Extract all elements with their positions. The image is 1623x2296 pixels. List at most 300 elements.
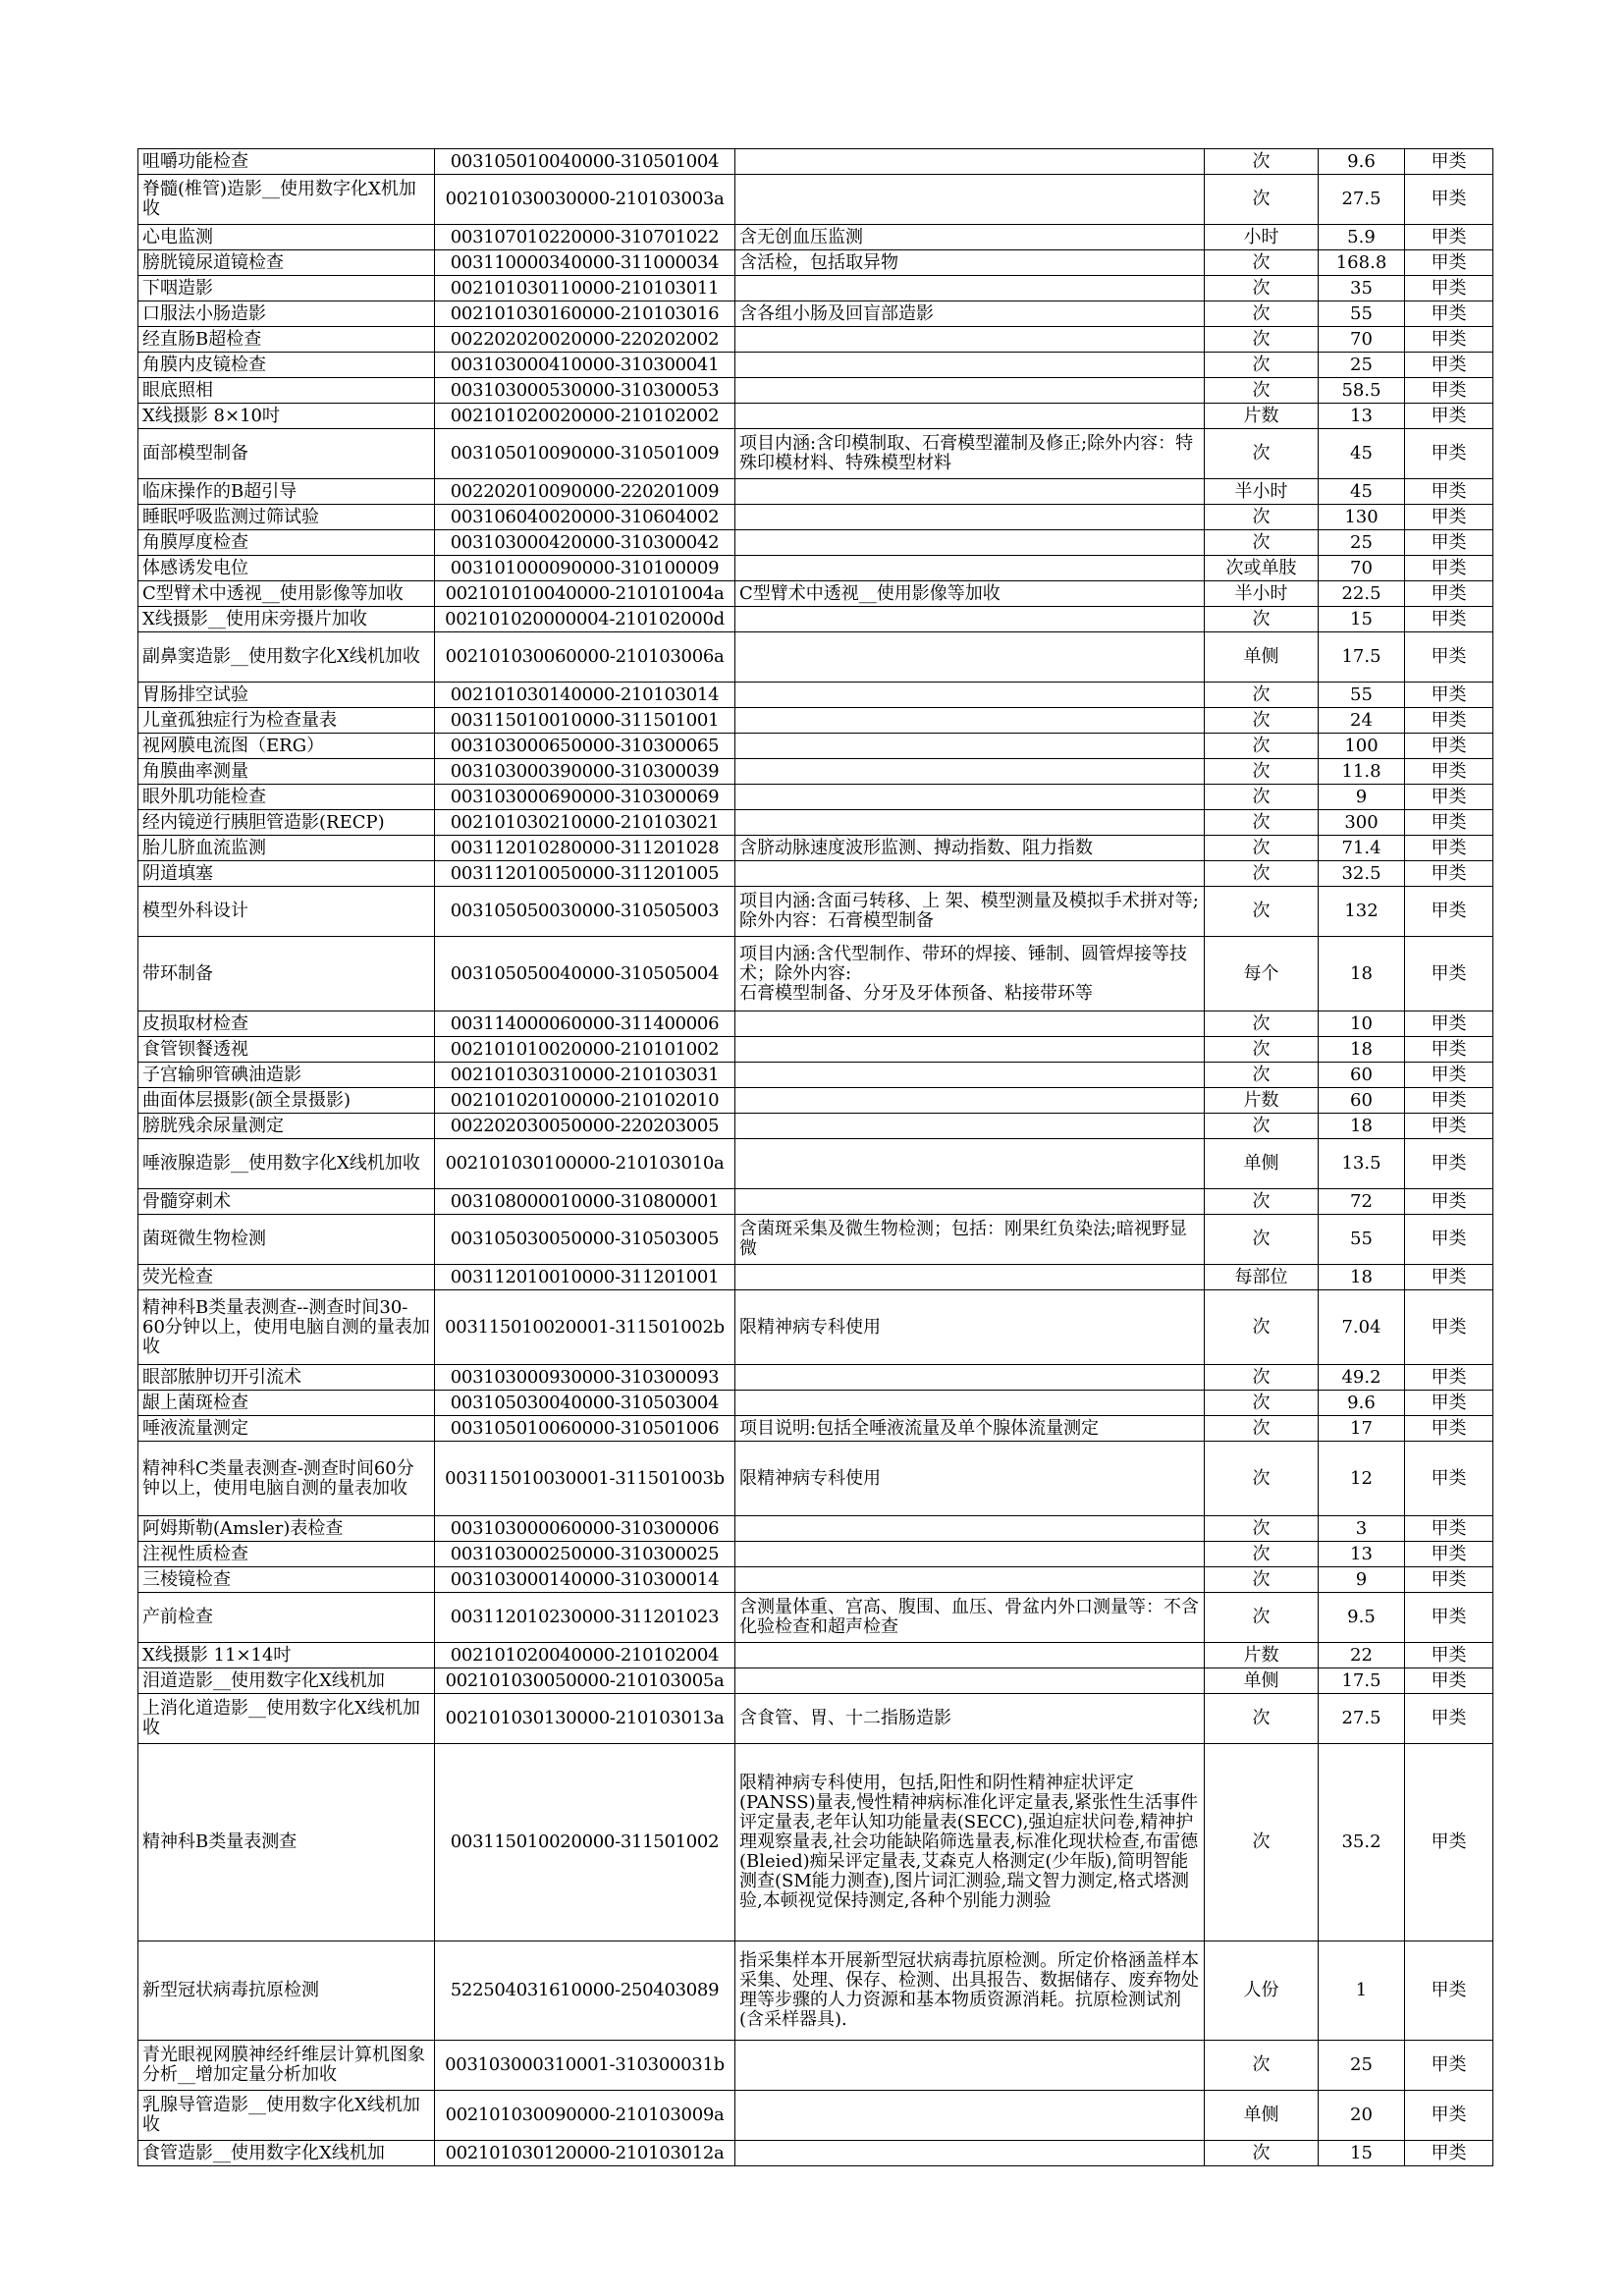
item-price-cell: 25 [1319, 530, 1405, 556]
table-row [138, 1442, 1493, 1516]
item-name-cell: 角膜曲率测量 [138, 759, 435, 785]
item-note-cell [735, 2141, 1205, 2166]
item-unit-cell: 次 [1205, 1567, 1319, 1593]
item-class-cell: 甲类 [1405, 149, 1493, 175]
item-class-cell: 甲类 [1405, 734, 1493, 759]
item-name-cell: 精神科B类量表测查--测查时间30-60分钟以上，使用电脑自测的量表加收 [138, 1290, 435, 1365]
table-row [138, 556, 1493, 581]
item-code-cell: 002101030060000-210103006a [435, 632, 735, 683]
item-class-cell: 甲类 [1405, 1694, 1493, 1744]
item-price-cell: 25 [1319, 353, 1405, 378]
item-code-cell: 002101030090000-210103009a [435, 2091, 735, 2141]
item-unit-cell: 次 [1205, 1037, 1319, 1063]
item-unit-cell: 次 [1205, 1542, 1319, 1567]
item-note-cell: 含菌斑采集及微生物检测；包括：刚果红负染法;暗视野显微 [735, 1215, 1205, 1265]
item-name-cell: 曲面体层摄影(颌全景摄影) [138, 1088, 435, 1114]
item-class-cell: 甲类 [1405, 759, 1493, 785]
item-unit-cell: 片数 [1205, 1088, 1319, 1114]
table-row [138, 1088, 1493, 1114]
item-class-cell: 甲类 [1405, 1567, 1493, 1593]
item-price-cell: 35 [1319, 276, 1405, 301]
item-code-cell: 003105010060000-310501006 [435, 1416, 735, 1442]
table-row [138, 759, 1493, 785]
item-name-cell: 龈上菌斑检查 [138, 1391, 435, 1416]
item-note-cell [735, 785, 1205, 810]
item-class-cell: 甲类 [1405, 1139, 1493, 1189]
item-name-cell: 胎儿脐血流监测 [138, 836, 435, 861]
item-name-cell: 阴道填塞 [138, 861, 435, 887]
item-name-cell: 临床操作的B超引导 [138, 479, 435, 505]
item-code-cell: 003115010020001-311501002b [435, 1290, 735, 1365]
table-row [138, 861, 1493, 887]
table-row [138, 836, 1493, 861]
item-name-cell: 模型外科设计 [138, 887, 435, 937]
item-code-cell: 003105010090000-310501009 [435, 429, 735, 479]
item-price-cell: 55 [1319, 301, 1405, 327]
item-name-cell: 子宫输卵管碘油造影 [138, 1063, 435, 1088]
item-unit-cell: 单侧 [1205, 2091, 1319, 2141]
item-price-cell: 35.2 [1319, 1744, 1405, 1941]
item-note-cell [735, 759, 1205, 785]
item-price-cell: 3 [1319, 1516, 1405, 1542]
item-code-cell: 003105010040000-310501004 [435, 149, 735, 175]
item-note-cell: C型臂术中透视__使用影像等加收 [735, 581, 1205, 607]
item-name-cell: 带环制备 [138, 937, 435, 1011]
table-row [138, 250, 1493, 276]
table-row [138, 734, 1493, 759]
item-price-cell: 18 [1319, 1037, 1405, 1063]
item-unit-cell: 次或单肢 [1205, 556, 1319, 581]
item-code-cell: 003103000420000-310300042 [435, 530, 735, 556]
item-code-cell: 002101030120000-210103012a [435, 2141, 735, 2166]
item-name-cell: 膀胱残余尿量测定 [138, 1114, 435, 1139]
item-unit-cell: 每个 [1205, 937, 1319, 1011]
item-unit-cell: 次 [1205, 276, 1319, 301]
item-class-cell: 甲类 [1405, 1265, 1493, 1290]
item-unit-cell: 次 [1205, 378, 1319, 404]
item-code-cell: 003103000650000-310300065 [435, 734, 735, 759]
item-code-cell: 002202010090000-220201009 [435, 479, 735, 505]
table-row [138, 327, 1493, 353]
item-name-cell: 经直肠B超检查 [138, 327, 435, 353]
table-row [138, 607, 1493, 632]
item-class-cell: 甲类 [1405, 1088, 1493, 1114]
item-note-cell: 含脐动脉速度波形监测、搏动指数、阻力指数 [735, 836, 1205, 861]
item-name-cell: 视网膜电流图（ERG） [138, 734, 435, 759]
item-name-cell: 面部模型制备 [138, 429, 435, 479]
item-class-cell: 甲类 [1405, 1037, 1493, 1063]
item-class-cell: 甲类 [1405, 250, 1493, 276]
table-row [138, 479, 1493, 505]
table-row [138, 2041, 1493, 2091]
item-price-cell: 17.5 [1319, 1668, 1405, 1694]
item-note-cell: 含各组小肠及回盲部造影 [735, 301, 1205, 327]
item-note-cell [735, 861, 1205, 887]
item-code-cell: 002101030160000-210103016 [435, 301, 735, 327]
item-unit-cell: 次 [1205, 1391, 1319, 1416]
item-unit-cell: 次 [1205, 505, 1319, 530]
item-note-cell [735, 734, 1205, 759]
item-unit-cell: 次 [1205, 683, 1319, 708]
item-code-cell: 002101030210000-210103021 [435, 810, 735, 836]
item-unit-cell: 次 [1205, 530, 1319, 556]
item-code-cell: 002101010020000-210101002 [435, 1037, 735, 1063]
table-row [138, 429, 1493, 479]
item-code-cell: 003103000140000-310300014 [435, 1567, 735, 1593]
item-unit-cell: 次 [1205, 1694, 1319, 1744]
item-note-cell [735, 1189, 1205, 1215]
item-price-cell: 27.5 [1319, 1694, 1405, 1744]
item-price-cell: 22.5 [1319, 581, 1405, 607]
item-unit-cell: 次 [1205, 734, 1319, 759]
item-note-cell [735, 530, 1205, 556]
item-unit-cell: 次 [1205, 1215, 1319, 1265]
item-price-cell: 58.5 [1319, 378, 1405, 404]
item-code-cell: 003103000310001-310300031b [435, 2041, 735, 2091]
item-class-cell: 甲类 [1405, 1365, 1493, 1391]
item-price-cell: 60 [1319, 1088, 1405, 1114]
item-unit-cell: 次 [1205, 708, 1319, 734]
item-note-cell [735, 327, 1205, 353]
item-unit-cell: 次 [1205, 607, 1319, 632]
item-code-cell: 003103000060000-310300006 [435, 1516, 735, 1542]
item-unit-cell: 次 [1205, 1416, 1319, 1442]
item-name-cell: 皮损取材检查 [138, 1011, 435, 1037]
item-price-cell: 130 [1319, 505, 1405, 530]
item-note-cell [735, 2091, 1205, 2141]
item-code-cell: 003103000410000-310300041 [435, 353, 735, 378]
item-code-cell: 003114000060000-311400006 [435, 1011, 735, 1037]
item-note-cell: 项目说明:包括全唾液流量及单个腺体流量测定 [735, 1416, 1205, 1442]
item-class-cell: 甲类 [1405, 175, 1493, 225]
item-price-cell: 45 [1319, 429, 1405, 479]
table-row [138, 1290, 1493, 1365]
item-note-cell [735, 479, 1205, 505]
item-class-cell: 甲类 [1405, 1063, 1493, 1088]
item-unit-cell: 次 [1205, 887, 1319, 937]
item-price-cell: 18 [1319, 1114, 1405, 1139]
item-note-cell [735, 1265, 1205, 1290]
item-note-cell [735, 708, 1205, 734]
item-code-cell: 003112010010000-311201001 [435, 1265, 735, 1290]
item-price-cell: 55 [1319, 683, 1405, 708]
item-name-cell: 泪道造影__使用数字化X线机加 [138, 1668, 435, 1694]
table-row [138, 1542, 1493, 1567]
item-name-cell: 骨髓穿刺术 [138, 1189, 435, 1215]
item-code-cell: 002202030050000-220203005 [435, 1114, 735, 1139]
item-note-cell [735, 1011, 1205, 1037]
item-note-cell [735, 1542, 1205, 1567]
item-name-cell: 膀胱镜尿道镜检查 [138, 250, 435, 276]
item-code-cell: 003103000390000-310300039 [435, 759, 735, 785]
item-code-cell: 003105030040000-310503004 [435, 1391, 735, 1416]
table-row [138, 1265, 1493, 1290]
table-row [138, 1037, 1493, 1063]
item-class-cell: 甲类 [1405, 327, 1493, 353]
item-name-cell: 副鼻窦造影__使用数字化X线机加收 [138, 632, 435, 683]
item-note-cell [735, 810, 1205, 836]
item-code-cell: 003105030050000-310503005 [435, 1215, 735, 1265]
item-note-cell [735, 404, 1205, 429]
item-class-cell: 甲类 [1405, 785, 1493, 810]
table-row [138, 785, 1493, 810]
item-price-cell: 45 [1319, 479, 1405, 505]
item-unit-cell: 次 [1205, 175, 1319, 225]
item-price-cell: 49.2 [1319, 1365, 1405, 1391]
item-price-cell: 60 [1319, 1063, 1405, 1088]
item-price-cell: 72 [1319, 1189, 1405, 1215]
item-class-cell: 甲类 [1405, 353, 1493, 378]
item-class-cell: 甲类 [1405, 1668, 1493, 1694]
item-unit-cell: 次 [1205, 301, 1319, 327]
item-note-cell: 限精神病专科使用 [735, 1290, 1205, 1365]
item-class-cell: 甲类 [1405, 887, 1493, 937]
item-name-cell: X线摄影 11×14吋 [138, 1643, 435, 1668]
item-note-cell [735, 1391, 1205, 1416]
item-name-cell: X线摄影 8×10吋 [138, 404, 435, 429]
item-price-cell: 17 [1319, 1416, 1405, 1442]
item-unit-cell: 片数 [1205, 404, 1319, 429]
item-price-cell: 5.9 [1319, 225, 1405, 250]
table-row [138, 404, 1493, 429]
item-note-cell: 项目内涵:含面弓转移、上 架、模型测量及模拟手术拼对等;除外内容：石膏模型制备 [735, 887, 1205, 937]
item-price-cell: 13 [1319, 404, 1405, 429]
item-unit-cell: 次 [1205, 836, 1319, 861]
item-unit-cell: 次 [1205, 1011, 1319, 1037]
item-code-cell: 002101030100000-210103010a [435, 1139, 735, 1189]
item-class-cell: 甲类 [1405, 937, 1493, 1011]
item-name-cell: 唾液流量测定 [138, 1416, 435, 1442]
item-code-cell: 003107010220000-310701022 [435, 225, 735, 250]
table-row [138, 1643, 1493, 1668]
item-name-cell: 眼外肌功能检查 [138, 785, 435, 810]
item-price-cell: 13 [1319, 1542, 1405, 1567]
item-unit-cell: 次 [1205, 1516, 1319, 1542]
item-price-cell: 71.4 [1319, 836, 1405, 861]
item-price-cell: 13.5 [1319, 1139, 1405, 1189]
item-note-cell [735, 2041, 1205, 2091]
fee-schedule-sheet [137, 148, 1492, 2166]
item-unit-cell: 单侧 [1205, 632, 1319, 683]
item-class-cell: 甲类 [1405, 301, 1493, 327]
table-row [138, 1391, 1493, 1416]
table-row [138, 581, 1493, 607]
item-note-cell [735, 276, 1205, 301]
item-note-cell [735, 1114, 1205, 1139]
table-row [138, 1139, 1493, 1189]
item-note-cell [735, 632, 1205, 683]
table-row [138, 1011, 1493, 1037]
item-class-cell: 甲类 [1405, 708, 1493, 734]
item-code-cell: 002101020020000-210102002 [435, 404, 735, 429]
table-row [138, 810, 1493, 836]
item-class-cell: 甲类 [1405, 1593, 1493, 1643]
item-price-cell: 15 [1319, 607, 1405, 632]
table-row [138, 1215, 1493, 1265]
item-code-cell: 003105050040000-310505004 [435, 937, 735, 1011]
item-name-cell: 角膜内皮镜检查 [138, 353, 435, 378]
item-price-cell: 24 [1319, 708, 1405, 734]
item-unit-cell: 次 [1205, 149, 1319, 175]
table-row [138, 887, 1493, 937]
item-price-cell: 15 [1319, 2141, 1405, 2166]
item-unit-cell: 次 [1205, 1365, 1319, 1391]
item-price-cell: 17.5 [1319, 632, 1405, 683]
table-row [138, 632, 1493, 683]
item-price-cell: 100 [1319, 734, 1405, 759]
item-name-cell: 精神科C类量表测查-测查时间60分钟以上，使用电脑自测的量表加收 [138, 1442, 435, 1516]
item-note-cell: 项目内涵:含印模制取、石膏模型灌制及修正;除外内容：特殊印模材料、特殊模型材料 [735, 429, 1205, 479]
item-class-cell: 甲类 [1405, 1011, 1493, 1037]
item-code-cell: 002101020040000-210102004 [435, 1643, 735, 1668]
item-note-cell [735, 1668, 1205, 1694]
item-name-cell: 经内镜逆行胰胆管造影(RECP) [138, 810, 435, 836]
table-row [138, 225, 1493, 250]
item-note-cell [735, 1567, 1205, 1593]
item-name-cell: 食管钡餐透视 [138, 1037, 435, 1063]
item-name-cell: 食管造影__使用数字化X线机加 [138, 2141, 435, 2166]
item-code-cell: 003115010020000-311501002 [435, 1744, 735, 1941]
item-class-cell: 甲类 [1405, 1643, 1493, 1668]
item-price-cell: 20 [1319, 2091, 1405, 2141]
item-code-cell: 002101030050000-210103005a [435, 1668, 735, 1694]
item-price-cell: 132 [1319, 887, 1405, 937]
item-unit-cell: 次 [1205, 2041, 1319, 2091]
table-row [138, 276, 1493, 301]
item-price-cell: 18 [1319, 1265, 1405, 1290]
item-note-cell: 限精神病专科使用 [735, 1442, 1205, 1516]
item-name-cell: 口服法小肠造影 [138, 301, 435, 327]
item-code-cell: 002101030130000-210103013a [435, 1694, 735, 1744]
item-name-cell: 阿姆斯勒(Amsler)表检查 [138, 1516, 435, 1542]
item-class-cell: 甲类 [1405, 505, 1493, 530]
item-unit-cell: 次 [1205, 1442, 1319, 1516]
item-unit-cell: 次 [1205, 1290, 1319, 1365]
item-note-cell [735, 607, 1205, 632]
item-unit-cell: 片数 [1205, 1643, 1319, 1668]
item-price-cell: 70 [1319, 327, 1405, 353]
item-name-cell: 产前检查 [138, 1593, 435, 1643]
item-note-cell [735, 1139, 1205, 1189]
item-class-cell: 甲类 [1405, 836, 1493, 861]
item-note-cell [735, 683, 1205, 708]
item-class-cell: 甲类 [1405, 1290, 1493, 1365]
item-class-cell: 甲类 [1405, 1516, 1493, 1542]
table-row [138, 1593, 1493, 1643]
item-unit-cell: 次 [1205, 429, 1319, 479]
table-body [138, 149, 1493, 2166]
item-note-cell [735, 556, 1205, 581]
item-name-cell: 咀嚼功能检查 [138, 149, 435, 175]
table-row [138, 2141, 1493, 2166]
item-code-cell: 003101000090000-310100009 [435, 556, 735, 581]
item-class-cell: 甲类 [1405, 1744, 1493, 1941]
item-note-cell: 指采集样本开展新型冠状病毒抗原检测。所定价格涵盖样本采集、处理、保存、检测、出具报告、数据储存、废弃物处理等步骤的人力资源和基本物质资源消耗。抗原检测试剂(含采样器具). [735, 1941, 1205, 2041]
item-class-cell: 甲类 [1405, 1215, 1493, 1265]
item-unit-cell: 半小时 [1205, 581, 1319, 607]
item-note-cell [735, 1063, 1205, 1088]
item-unit-cell: 次 [1205, 1744, 1319, 1941]
item-code-cell: 003108000010000-310800001 [435, 1189, 735, 1215]
item-class-cell: 甲类 [1405, 581, 1493, 607]
item-class-cell: 甲类 [1405, 225, 1493, 250]
item-class-cell: 甲类 [1405, 530, 1493, 556]
item-unit-cell: 次 [1205, 810, 1319, 836]
item-unit-cell: 次 [1205, 2141, 1319, 2166]
item-class-cell: 甲类 [1405, 810, 1493, 836]
item-class-cell: 甲类 [1405, 2091, 1493, 2141]
item-note-cell [735, 1365, 1205, 1391]
item-class-cell: 甲类 [1405, 683, 1493, 708]
item-code-cell: 003110000340000-311000034 [435, 250, 735, 276]
item-class-cell: 甲类 [1405, 1391, 1493, 1416]
item-class-cell: 甲类 [1405, 1114, 1493, 1139]
item-note-cell: 限精神病专科使用，包括,阳性和阴性精神症状评定(PANSS)量表,慢性精神病标准化评定量表,紧张性生活事件评定量表,老年认知功能量表(SECC),强迫症状问卷,精神护理观察量表,社会功能缺陷筛选量表,标准化现状检查,布雷德(Bleied)痴呆评定量表,艾森克人格测定(少年版),简明智能测查(SM能力测查),图片词汇测验,瑞文智力测定,格式塔测验,本顿视觉保持测定,各种个别能力测验 [735, 1744, 1205, 1941]
item-price-cell: 9.5 [1319, 1593, 1405, 1643]
item-price-cell: 9.6 [1319, 149, 1405, 175]
item-code-cell: 522504031610000-250403089 [435, 1941, 735, 2041]
item-class-cell: 甲类 [1405, 378, 1493, 404]
item-unit-cell: 次 [1205, 327, 1319, 353]
item-price-cell: 1 [1319, 1941, 1405, 2041]
item-price-cell: 11.8 [1319, 759, 1405, 785]
item-name-cell: 儿童孤独症行为检查量表 [138, 708, 435, 734]
item-price-cell: 12 [1319, 1442, 1405, 1516]
table-row [138, 1114, 1493, 1139]
item-name-cell: 菌斑微生物检测 [138, 1215, 435, 1265]
item-class-cell: 甲类 [1405, 1189, 1493, 1215]
table-row [138, 505, 1493, 530]
table-row [138, 301, 1493, 327]
item-price-cell: 7.04 [1319, 1290, 1405, 1365]
item-name-cell: 唾液腺造影__使用数字化X线机加收 [138, 1139, 435, 1189]
item-code-cell: 003105050030000-310505003 [435, 887, 735, 937]
item-name-cell: 上消化道造影__使用数字化X线机加收 [138, 1694, 435, 1744]
item-price-cell: 9 [1319, 1567, 1405, 1593]
table-row [138, 683, 1493, 708]
item-class-cell: 甲类 [1405, 479, 1493, 505]
table-row [138, 1668, 1493, 1694]
item-name-cell: C型臂术中透视__使用影像等加收 [138, 581, 435, 607]
item-class-cell: 甲类 [1405, 2141, 1493, 2166]
item-name-cell: 脊髓(椎管)造影__使用数字化X机加收 [138, 175, 435, 225]
item-note-cell: 含测量体重、宫高、腹围、血压、骨盆内外口测量等：不含化验检查和超声检查 [735, 1593, 1205, 1643]
item-name-cell: 角膜厚度检查 [138, 530, 435, 556]
table-row [138, 1365, 1493, 1391]
item-unit-cell: 次 [1205, 861, 1319, 887]
item-name-cell: 青光眼视网膜神经纤维层计算机图象分析__增加定量分析加收 [138, 2041, 435, 2091]
table-row [138, 1516, 1493, 1542]
item-code-cell: 002101030110000-210103011 [435, 276, 735, 301]
item-note-cell: 含食管、胃、十二指肠造影 [735, 1694, 1205, 1744]
item-name-cell: 新型冠状病毒抗原检测 [138, 1941, 435, 2041]
item-unit-cell: 次 [1205, 759, 1319, 785]
item-price-cell: 27.5 [1319, 175, 1405, 225]
item-code-cell: 002101010040000-210101004a [435, 581, 735, 607]
item-price-cell: 32.5 [1319, 861, 1405, 887]
table-row [138, 1063, 1493, 1088]
table-row [138, 708, 1493, 734]
item-name-cell: 体感诱发电位 [138, 556, 435, 581]
item-name-cell: 三棱镜检查 [138, 1567, 435, 1593]
table-row [138, 1416, 1493, 1442]
item-unit-cell: 次 [1205, 250, 1319, 276]
item-class-cell: 甲类 [1405, 861, 1493, 887]
item-price-cell: 10 [1319, 1011, 1405, 1037]
item-note-cell [735, 1643, 1205, 1668]
table-row [138, 378, 1493, 404]
item-class-cell: 甲类 [1405, 556, 1493, 581]
